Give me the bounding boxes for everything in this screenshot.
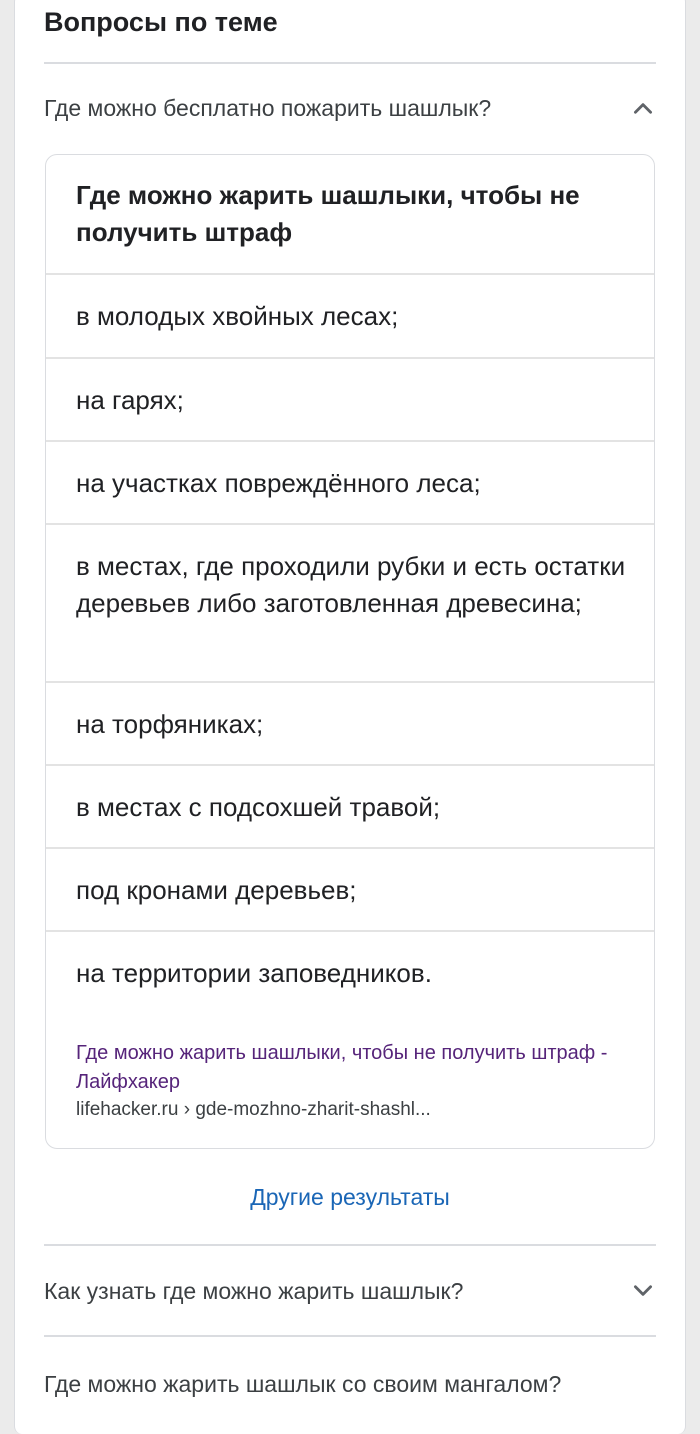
list-item xyxy=(46,440,654,524)
source-url: lifehacker.ru › gde-mozhno-zharit-shashl... xyxy=(76,1099,431,1120)
question-expanded[interactable] xyxy=(44,90,656,130)
list-item xyxy=(46,847,654,931)
list-item xyxy=(46,681,654,765)
section-title: Вопросы по теме xyxy=(44,7,278,37)
list-item xyxy=(46,273,654,357)
list-item-text: на участках повреждённого леса; xyxy=(76,468,481,498)
question-collapsed[interactable] xyxy=(44,1273,656,1313)
list-item xyxy=(46,523,654,681)
answer-heading: Где можно жарить шашлыки, чтобы не получить штраф xyxy=(76,180,580,247)
divider xyxy=(44,1244,656,1246)
list-item-text: в местах с подсохшей травой; xyxy=(76,792,441,822)
more-results-link[interactable]: Другие результаты xyxy=(250,1184,450,1210)
list-item-text: под кронами деревьев; xyxy=(76,875,357,905)
list-item-text: на территории заповедников. xyxy=(76,958,432,988)
question-collapsed[interactable] xyxy=(44,1366,656,1419)
list-item-text: на торфяниках; xyxy=(76,709,264,739)
question-text: Где можно бесплатно пожарить шашлык? xyxy=(44,95,492,121)
question-text: Как узнать где можно жарить шашлык? xyxy=(44,1278,464,1304)
list-item xyxy=(46,764,654,848)
divider xyxy=(44,1335,656,1337)
divider xyxy=(44,62,656,64)
chevron-up-icon[interactable] xyxy=(630,96,656,122)
source-link[interactable]: Где можно жарить шашлыки, чтобы не получить штраф - Лайфхакер xyxy=(76,1042,608,1093)
list-item xyxy=(46,357,654,441)
answer-box xyxy=(45,154,655,1149)
chevron-down-icon[interactable] xyxy=(630,1412,656,1419)
chevron-down-icon[interactable] xyxy=(630,1277,656,1303)
list-item-text: в местах, где проходили рубки и есть остатки деревьев либо заготовленная древесина; xyxy=(76,551,626,618)
question-text: Где можно жарить шашлык со своим мангалом? xyxy=(44,1371,562,1397)
list-item-text: на гарях; xyxy=(76,385,184,415)
list-item xyxy=(46,930,654,1014)
list-item-text: в молодых хвойных лесах; xyxy=(76,301,399,331)
